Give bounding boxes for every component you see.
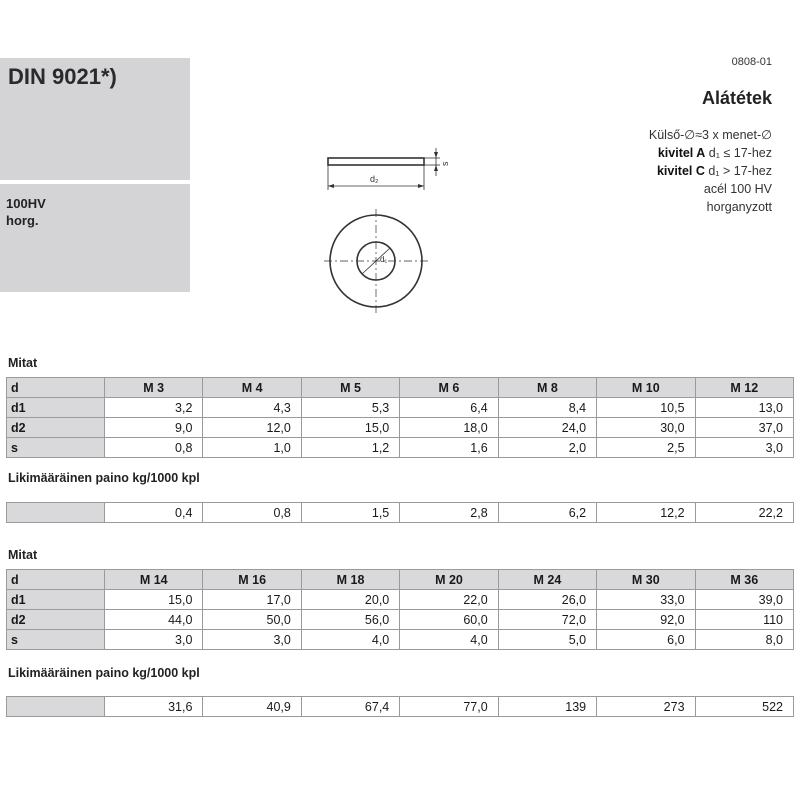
size-header: M 18 — [301, 570, 399, 590]
table-cell: 44,0 — [105, 610, 203, 630]
weight-label-2: Likimääräinen paino kg/1000 kpl — [8, 666, 200, 680]
size-header: M 8 — [498, 378, 596, 398]
material-line-finish: horg. — [6, 213, 39, 228]
table-cell: 273 — [597, 697, 695, 717]
spec-block — [649, 126, 772, 216]
washer-side-view — [328, 148, 450, 190]
table-cell: 92,0 — [597, 610, 695, 630]
table-cell: 33,0 — [597, 590, 695, 610]
table-row — [7, 697, 794, 717]
dim-s-label: s — [440, 161, 450, 166]
table-cell: 2,0 — [498, 438, 596, 458]
table-cell: 4,0 — [400, 630, 498, 650]
table-cell: 37,0 — [695, 418, 793, 438]
size-header: M 30 — [597, 570, 695, 590]
row-label-d2: d2 — [7, 418, 105, 438]
table-row — [7, 398, 794, 418]
row-label-s: s — [7, 630, 105, 650]
size-header: M 3 — [105, 378, 203, 398]
dim-d1-label: d₁ — [380, 255, 388, 264]
table-cell: 30,0 — [597, 418, 695, 438]
table-cell: 3,0 — [203, 630, 301, 650]
table-cell: 12,2 — [597, 503, 695, 523]
row-label-s: s — [7, 438, 105, 458]
table2-label: Mitat — [8, 548, 38, 562]
standard-title: DIN 9021*) — [8, 64, 117, 89]
table-cell: 1,2 — [301, 438, 399, 458]
table2-header-row — [7, 570, 794, 590]
table-cell: 5,0 — [498, 630, 596, 650]
table1-header-row — [7, 378, 794, 398]
table-cell: 0,4 — [105, 503, 203, 523]
weight-table-1 — [6, 502, 794, 523]
table-cell: 3,0 — [695, 438, 793, 458]
table-cell: 0,8 — [203, 503, 301, 523]
table-cell: 15,0 — [105, 590, 203, 610]
table-cell: 22,0 — [400, 590, 498, 610]
spec-line-coating: horganyzott — [706, 200, 772, 214]
table-cell: 60,0 — [400, 610, 498, 630]
row-label-d2: d2 — [7, 610, 105, 630]
table-cell: 1,5 — [301, 503, 399, 523]
table-cell: 8,0 — [695, 630, 793, 650]
size-header: M 10 — [597, 378, 695, 398]
table-cell: 15,0 — [301, 418, 399, 438]
washer-top-view — [324, 209, 428, 313]
table-cell: 50,0 — [203, 610, 301, 630]
size-header: M 14 — [105, 570, 203, 590]
table-cell: 72,0 — [498, 610, 596, 630]
table-row — [7, 418, 794, 438]
spec-line-variant-a: kivitel A d₁ ≤ 17-hez — [657, 146, 772, 160]
spec-line-outer-diameter: Külső-∅≈3 x menet-∅ — [648, 128, 772, 142]
table-cell: 26,0 — [498, 590, 596, 610]
table-row — [7, 630, 794, 650]
size-header: M 24 — [498, 570, 596, 590]
weight-row-label — [7, 503, 105, 523]
table-cell: 18,0 — [400, 418, 498, 438]
size-header: M 6 — [400, 378, 498, 398]
size-header: M 5 — [301, 378, 399, 398]
table-row — [7, 590, 794, 610]
table-cell: 17,0 — [203, 590, 301, 610]
table-cell: 4,3 — [203, 398, 301, 418]
table-cell: 24,0 — [498, 418, 596, 438]
table-cell: 9,0 — [105, 418, 203, 438]
table-cell: 77,0 — [400, 697, 498, 717]
table-cell: 67,4 — [301, 697, 399, 717]
product-heading: Alátétek — [701, 88, 772, 108]
weight-table-2 — [6, 696, 794, 717]
table-cell: 1,0 — [203, 438, 301, 458]
table-cell: 0,8 — [105, 438, 203, 458]
row-label-d: d — [7, 570, 105, 590]
table-row — [7, 610, 794, 630]
table-cell: 110 — [695, 610, 793, 630]
table-cell: 10,5 — [597, 398, 695, 418]
dimension-table-2 — [6, 569, 794, 650]
size-header: M 36 — [695, 570, 793, 590]
table-cell: 6,0 — [597, 630, 695, 650]
row-label-d1: d1 — [7, 398, 105, 418]
table-row — [7, 503, 794, 523]
table-cell: 31,6 — [105, 697, 203, 717]
dimension-table-1 — [6, 377, 794, 458]
table-cell: 8,4 — [498, 398, 596, 418]
table-cell: 40,9 — [203, 697, 301, 717]
table-row — [7, 438, 794, 458]
size-header: M 12 — [695, 378, 793, 398]
row-label-d: d — [7, 378, 105, 398]
table-cell: 3,2 — [105, 398, 203, 418]
table-cell: 6,2 — [498, 503, 596, 523]
size-header: M 4 — [203, 378, 301, 398]
table-cell: 6,4 — [400, 398, 498, 418]
size-header: M 20 — [400, 570, 498, 590]
table-cell: 56,0 — [301, 610, 399, 630]
weight-row-label — [7, 697, 105, 717]
washer-drawing — [318, 146, 458, 316]
table-cell: 39,0 — [695, 590, 793, 610]
table-cell: 139 — [498, 697, 596, 717]
table-cell: 522 — [695, 697, 793, 717]
table-cell: 20,0 — [301, 590, 399, 610]
table-cell: 3,0 — [105, 630, 203, 650]
table-cell: 4,0 — [301, 630, 399, 650]
weight-label-1: Likimääräinen paino kg/1000 kpl — [8, 471, 200, 485]
table-cell: 5,3 — [301, 398, 399, 418]
row-label-d1: d1 — [7, 590, 105, 610]
material-line-hardness: 100HV — [6, 196, 46, 211]
table-cell: 22,2 — [695, 503, 793, 523]
table1-label: Mitat — [8, 356, 38, 370]
doc-code: 0808-01 — [731, 56, 772, 68]
table-cell: 13,0 — [695, 398, 793, 418]
dim-d2-label: d₂ — [370, 174, 379, 184]
table-cell: 2,8 — [400, 503, 498, 523]
table-cell: 12,0 — [203, 418, 301, 438]
size-header: M 16 — [203, 570, 301, 590]
spec-line-variant-c: kivitel C d₁ > 17-hez — [656, 164, 772, 178]
table-cell: 1,6 — [400, 438, 498, 458]
spec-line-material: acél 100 HV — [703, 182, 772, 196]
table-cell: 2,5 — [597, 438, 695, 458]
